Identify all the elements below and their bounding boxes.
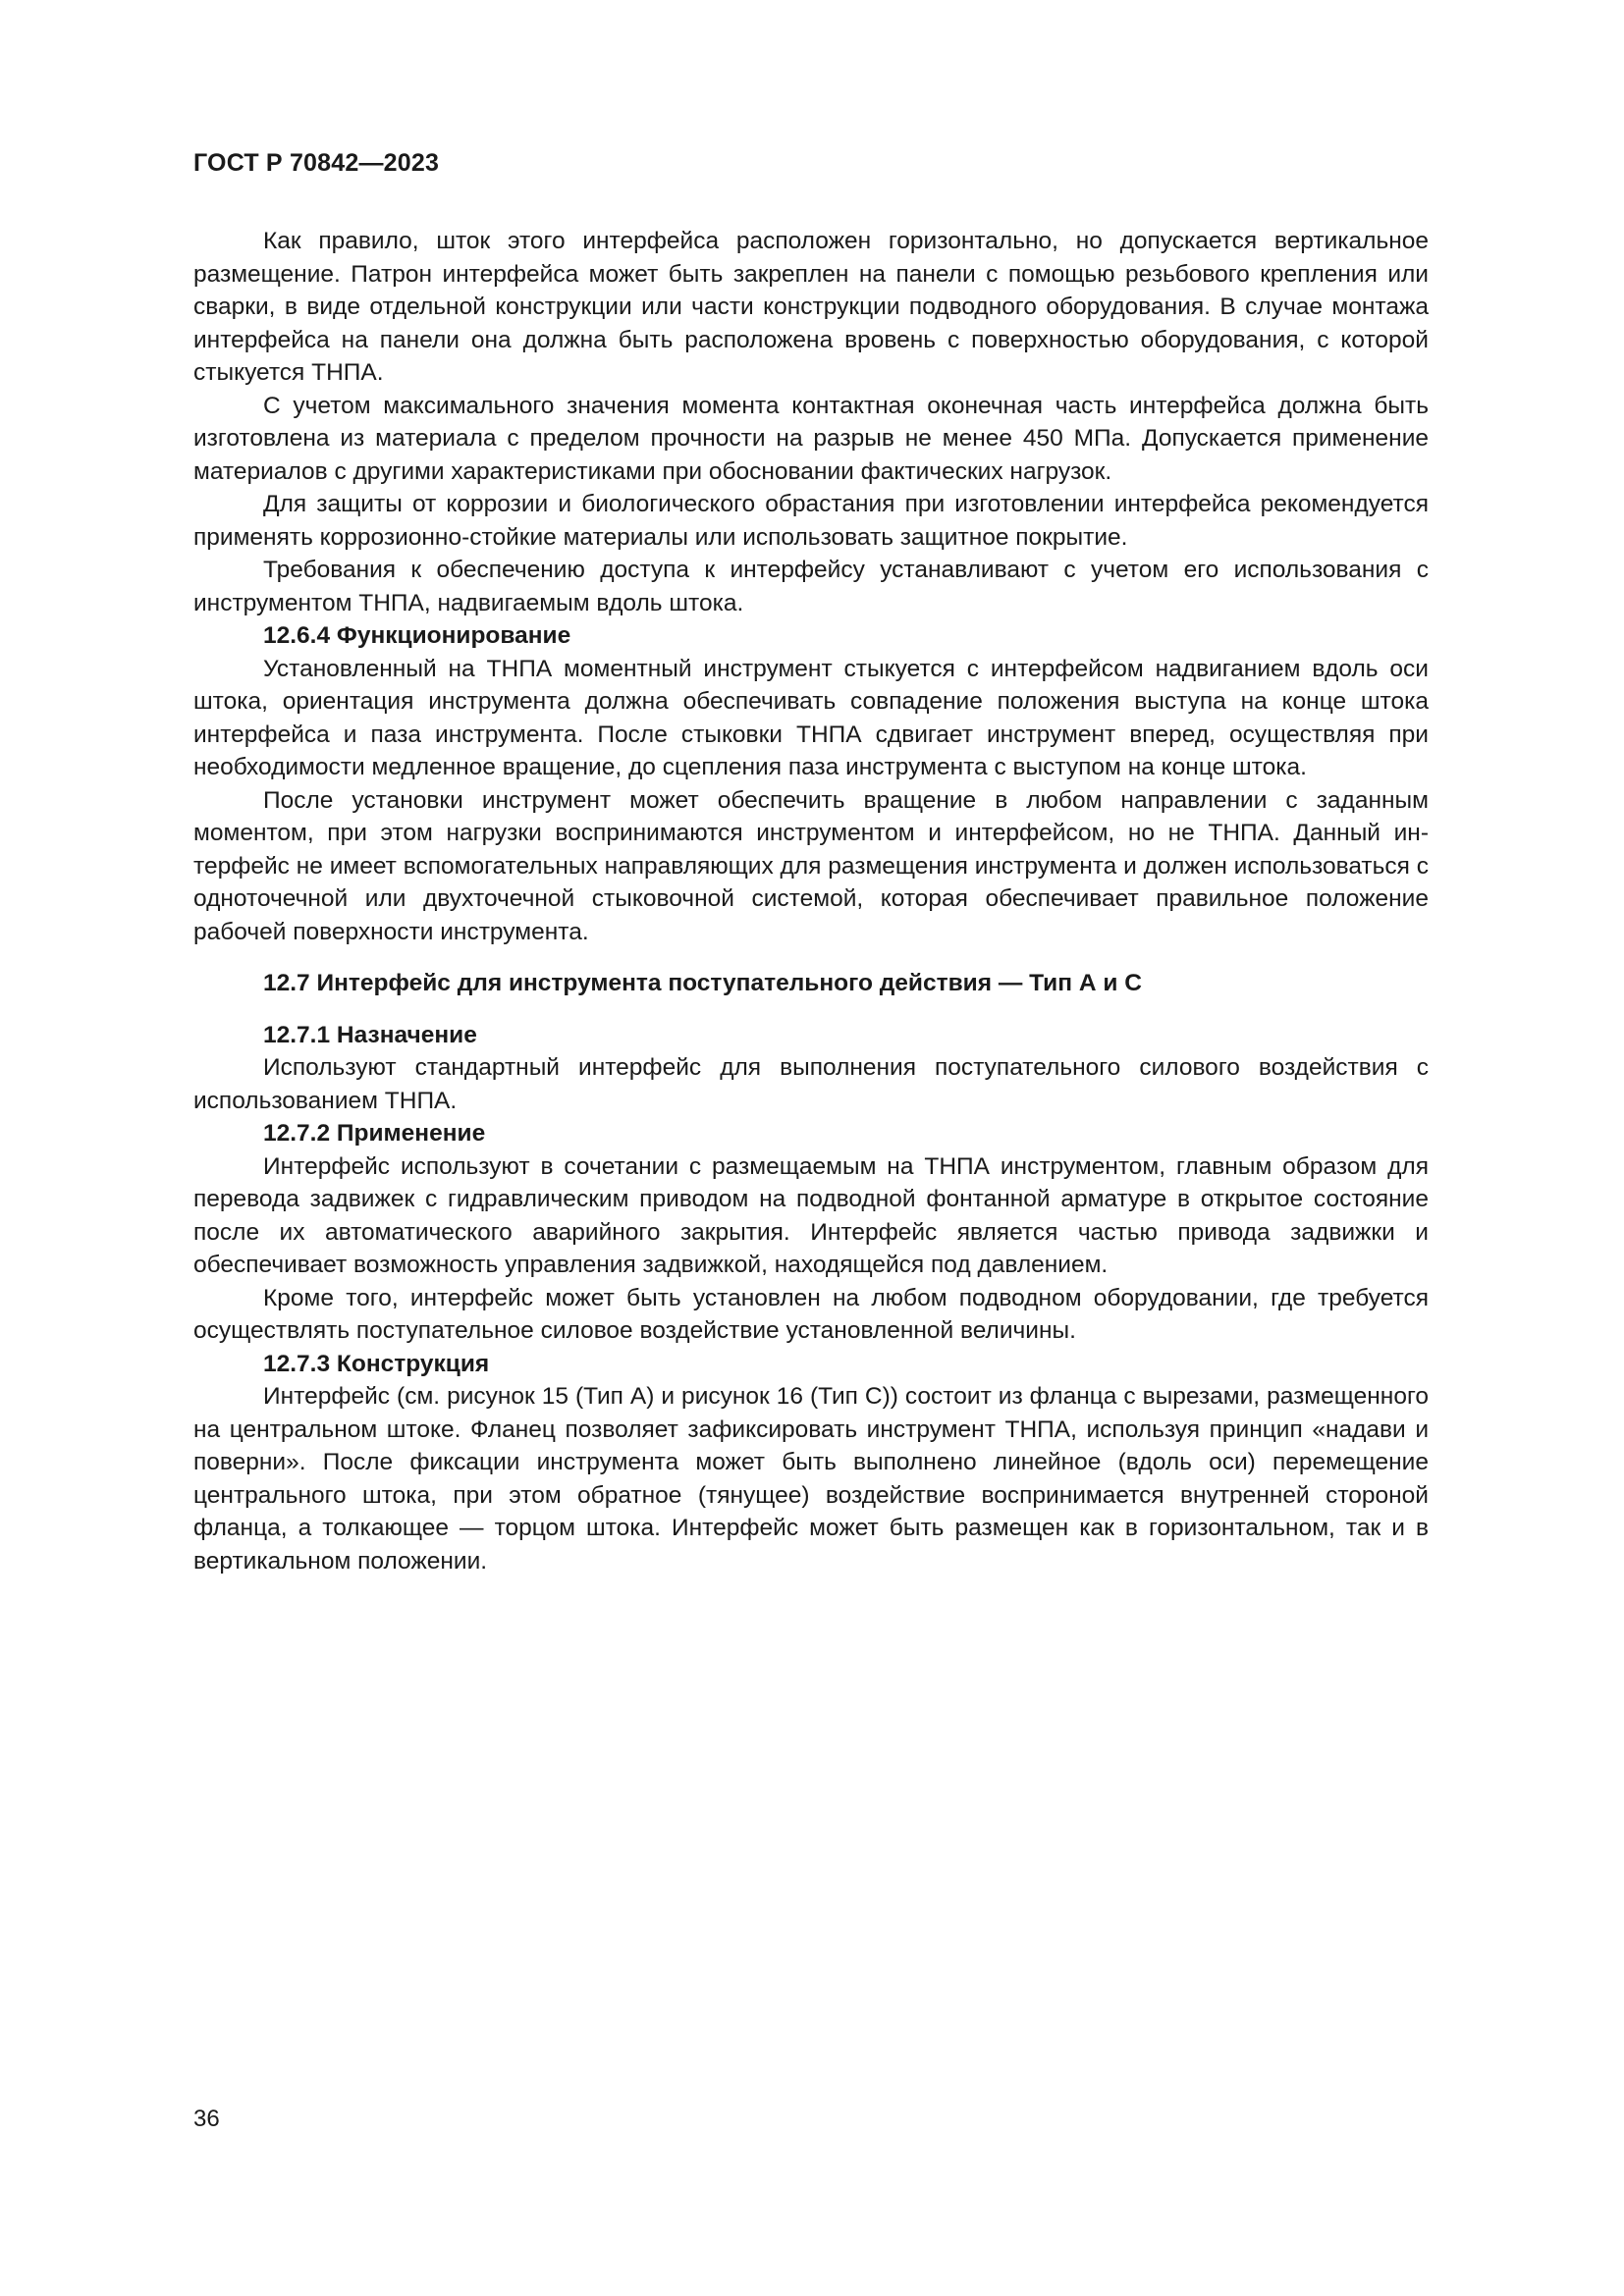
document-body [193,225,1429,1577]
section-heading-12-7-1: 12.7.1 Назначение [263,1021,477,1048]
paragraph: Интерфейс (см. рисунок 15 (Тип А) и рисунок 16 (Тип С)) состоит из фланца с вырезами, размещенного на центральном штоке. Фланец позволяет зафиксировать инструмент ТНПА, используя принцип «надави и поверни». После фиксации инструмента может быть выполнено линейное (вдоль оси) перемещение центрального штока, при этом обратное (тянущее) воздействие воспринимается внутренней стороной фланца, а толкающее — торцом штока. Интерфейс может быть размещен как в горизонтальном, так и в вертикальном положении. [193,1383,1429,1575]
section-heading-12-7-3: 12.7.3 Конструкция [263,1350,490,1377]
section-heading-12-7-2: 12.7.2 Применение [263,1120,486,1147]
page-number: 36 [193,2106,220,2132]
section-heading-12-6-4: 12.6.4 Функционирование [263,622,571,649]
paragraph: После установки инструмент может обеспечить вращение в любом направлении с заданным моментом, при этом нагрузки воспринимаются инструментом и интерфейсом, но не ТНПА. Данный интерфейс не имеет вспомогательных направляющих для размещения инструмента и должен использоваться с одноточечной или двухточечной стыковочной системой, которая обеспечивает правильное положение рабочей поверхности инструмента. [193,786,1429,945]
paragraph: С учетом максимального значения момента контактная оконечная часть интерфейса должна быть изготовлена из материала с пределом прочности на разрыв не менее 450 МПа. Допускается применение материалов с другими характеристиками при обосновании фактических нагрузок. [193,392,1429,485]
paragraph: Используют стандартный интерфейс для выполнения поступательного силового воздействия с использованием ТНПА. [193,1054,1429,1114]
paragraph: Установленный на ТНПА моментный инструмент стыкуется с интерфейсом надвиганием вдоль оси штока, ориентация инструмента должна обеспечивать совпадение положения выступа на конце штока интерфейса и паза инструмента. После стыковки ТНПА сдвигает инструмент вперед, осуществляя при необходимости медленное вращение, до сцепления паза инструмента с выступом на конце штока. [193,655,1429,780]
paragraph: Требования к обеспечению доступа к интерфейсу устанавливают с учетом его использования с инструментом ТНПА, надвигаемым вдоль штока. [193,557,1429,616]
paragraph: Для защиты от коррозии и биологического обрастания при изготовлении интерфейса рекомендуется применять коррозионно-стойкие материалы или использовать защитное покрытие. [193,491,1429,551]
paragraph: Интерфейс используют в сочетании с размещаемым на ТНПА инструментом, главным образом для перевода задвижек с гидравлическим приводом на подводной фонтанной арматуре в открытое состояние после их автоматического аварийного закрытия. Интерфейс является частью привода задвижки и обеспечивает возможность управления задвижкой, находящейся под давлением. [193,1152,1429,1278]
standard-header: ГОСТ Р 70842—2023 [193,149,440,177]
paragraph: Кроме того, интерфейс может быть установлен на любом подводном оборудовании, где требуется осуществлять поступательное силовое воздействие установленной величины. [193,1284,1429,1344]
section-heading-12-7: 12.7 Интерфейс для инструмента поступательного действия — Тип А и С [263,970,1142,996]
paragraph: Как правило, шток этого интерфейса расположен горизонтально, но допускается вертикальное размещение. Патрон интерфейса может быть закреплен на панели с помощью резьбового крепления или сварки, в виде отдельной конструкции или части конструкции подводного оборудования. В случае монтажа интерфейса на панели она должна быть расположена вровень с поверхностью оборудования, с которой стыкуется ТНПА. [193,228,1429,386]
